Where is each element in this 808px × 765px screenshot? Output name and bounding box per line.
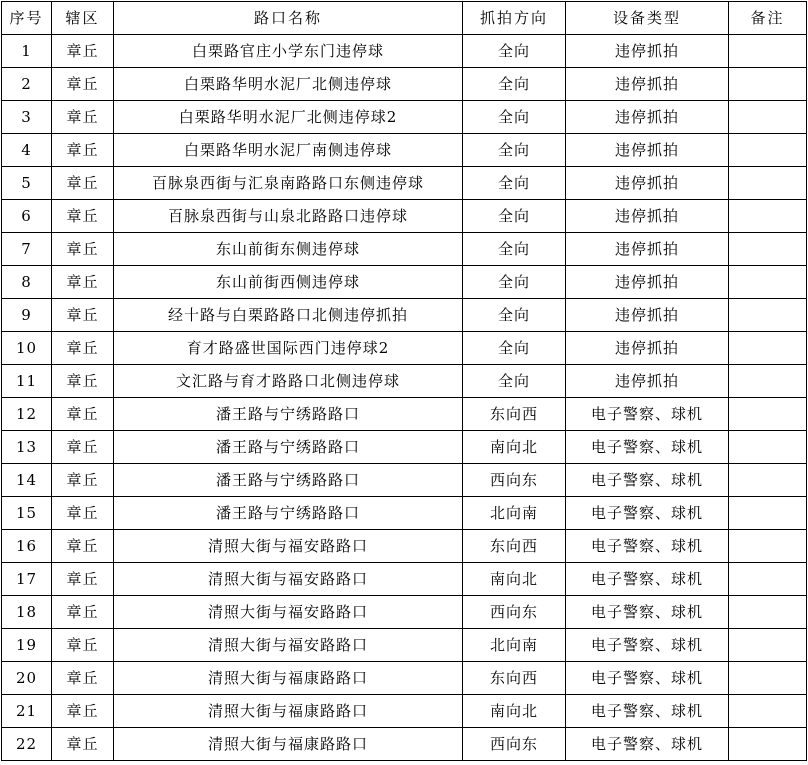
table-row [2, 728, 807, 761]
cell-name: 潘王路与宁绣路路口 [114, 464, 463, 497]
cell-note [729, 629, 807, 662]
cell-device: 违停抓拍 [566, 68, 729, 101]
table-row [2, 101, 807, 134]
cell-direction: 全向 [463, 167, 566, 200]
table-row [2, 299, 807, 332]
cell-name: 清照大街与福安路路口 [114, 629, 463, 662]
cell-direction: 全向 [463, 266, 566, 299]
cell-name: 清照大街与福安路路口 [114, 530, 463, 563]
cell-no: 3 [2, 101, 52, 134]
cell-note [729, 299, 807, 332]
header-note: 备注 [729, 2, 807, 35]
cell-device: 违停抓拍 [566, 200, 729, 233]
cell-direction: 全向 [463, 35, 566, 68]
header-no: 序号 [2, 2, 52, 35]
cell-name: 清照大街与福安路路口 [114, 596, 463, 629]
cell-direction: 全向 [463, 332, 566, 365]
cell-no: 4 [2, 134, 52, 167]
cell-no: 5 [2, 167, 52, 200]
cell-note [729, 431, 807, 464]
cell-name: 东山前街西侧违停球 [114, 266, 463, 299]
cell-note [729, 497, 807, 530]
cell-device: 电子警察、球机 [566, 431, 729, 464]
cell-name: 东山前街东侧违停球 [114, 233, 463, 266]
cell-note [729, 167, 807, 200]
table-row [2, 68, 807, 101]
cell-name: 百脉泉西街与山泉北路路口违停球 [114, 200, 463, 233]
cell-direction: 全向 [463, 365, 566, 398]
cell-area: 章丘 [52, 167, 114, 200]
cell-direction: 东向西 [463, 530, 566, 563]
cell-note [729, 695, 807, 728]
cell-note [729, 68, 807, 101]
table-row [2, 563, 807, 596]
header-row [2, 2, 807, 35]
cell-no: 20 [2, 662, 52, 695]
cell-name: 白栗路华明水泥厂北侧违停球 [114, 68, 463, 101]
cell-area: 章丘 [52, 728, 114, 761]
cell-name: 经十路与白栗路路口北侧违停抓拍 [114, 299, 463, 332]
cell-no: 15 [2, 497, 52, 530]
cell-no: 12 [2, 398, 52, 431]
cell-name: 潘王路与宁绣路路口 [114, 431, 463, 464]
cell-note [729, 728, 807, 761]
cell-note [729, 35, 807, 68]
table-row [2, 332, 807, 365]
cell-device: 违停抓拍 [566, 233, 729, 266]
cell-no: 10 [2, 332, 52, 365]
cell-device: 违停抓拍 [566, 266, 729, 299]
cell-no: 18 [2, 596, 52, 629]
cell-direction: 全向 [463, 68, 566, 101]
table-row [2, 200, 807, 233]
cell-name: 潘王路与宁绣路路口 [114, 398, 463, 431]
cell-device: 违停抓拍 [566, 299, 729, 332]
cell-note [729, 398, 807, 431]
cell-no: 22 [2, 728, 52, 761]
table-row [2, 596, 807, 629]
cell-direction: 南向北 [463, 431, 566, 464]
cell-name: 清照大街与福安路路口 [114, 563, 463, 596]
cell-device: 电子警察、球机 [566, 464, 729, 497]
cell-device: 电子警察、球机 [566, 695, 729, 728]
cell-direction: 南向北 [463, 563, 566, 596]
cell-note [729, 101, 807, 134]
cell-device: 电子警察、球机 [566, 563, 729, 596]
table-body [2, 35, 807, 761]
cell-note [729, 662, 807, 695]
table-row [2, 695, 807, 728]
header-direction: 抓拍方向 [463, 2, 566, 35]
table-row [2, 35, 807, 68]
cell-device: 违停抓拍 [566, 101, 729, 134]
cell-device: 电子警察、球机 [566, 662, 729, 695]
cell-device: 违停抓拍 [566, 365, 729, 398]
cell-area: 章丘 [52, 134, 114, 167]
cell-no: 16 [2, 530, 52, 563]
cell-no: 6 [2, 200, 52, 233]
cell-device: 电子警察、球机 [566, 728, 729, 761]
cell-name: 清照大街与福康路路口 [114, 728, 463, 761]
cell-area: 章丘 [52, 530, 114, 563]
cell-area: 章丘 [52, 695, 114, 728]
cell-no: 7 [2, 233, 52, 266]
cell-direction: 西向东 [463, 596, 566, 629]
cell-area: 章丘 [52, 563, 114, 596]
cell-note [729, 266, 807, 299]
cell-area: 章丘 [52, 332, 114, 365]
cell-area: 章丘 [52, 464, 114, 497]
cell-device: 电子警察、球机 [566, 398, 729, 431]
cell-device: 电子警察、球机 [566, 497, 729, 530]
cell-direction: 全向 [463, 299, 566, 332]
cell-area: 章丘 [52, 431, 114, 464]
cell-direction: 全向 [463, 134, 566, 167]
cell-note [729, 530, 807, 563]
table-row [2, 266, 807, 299]
cell-no: 14 [2, 464, 52, 497]
table-row [2, 629, 807, 662]
table-row [2, 431, 807, 464]
cell-area: 章丘 [52, 35, 114, 68]
cell-no: 17 [2, 563, 52, 596]
table-row [2, 464, 807, 497]
header-name: 路口名称 [114, 2, 463, 35]
table-row [2, 497, 807, 530]
cell-direction: 东向西 [463, 398, 566, 431]
cell-direction: 全向 [463, 233, 566, 266]
cell-name: 育才路盛世国际西门违停球2 [114, 332, 463, 365]
cell-device: 违停抓拍 [566, 332, 729, 365]
cell-name: 白栗路华明水泥厂南侧违停球 [114, 134, 463, 167]
header-area: 辖区 [52, 2, 114, 35]
table-row [2, 662, 807, 695]
cell-area: 章丘 [52, 398, 114, 431]
cell-note [729, 332, 807, 365]
cell-area: 章丘 [52, 101, 114, 134]
cell-note [729, 365, 807, 398]
header-device: 设备类型 [566, 2, 729, 35]
cell-note [729, 200, 807, 233]
cell-no: 9 [2, 299, 52, 332]
cell-area: 章丘 [52, 266, 114, 299]
cell-name: 白栗路官庄小学东门违停球 [114, 35, 463, 68]
cell-no: 11 [2, 365, 52, 398]
cell-name: 百脉泉西街与汇泉南路路口东侧违停球 [114, 167, 463, 200]
cell-area: 章丘 [52, 596, 114, 629]
device-list-table [1, 1, 807, 761]
cell-name: 文汇路与育才路路口北侧违停球 [114, 365, 463, 398]
cell-area: 章丘 [52, 233, 114, 266]
cell-name: 清照大街与福康路路口 [114, 662, 463, 695]
cell-area: 章丘 [52, 365, 114, 398]
cell-no: 1 [2, 35, 52, 68]
cell-no: 19 [2, 629, 52, 662]
cell-direction: 全向 [463, 101, 566, 134]
cell-name: 白栗路华明水泥厂北侧违停球2 [114, 101, 463, 134]
table-header [2, 2, 807, 35]
table-row [2, 134, 807, 167]
cell-direction: 北向南 [463, 497, 566, 530]
cell-note [729, 464, 807, 497]
cell-note [729, 563, 807, 596]
table-row [2, 233, 807, 266]
cell-no: 21 [2, 695, 52, 728]
cell-no: 2 [2, 68, 52, 101]
cell-area: 章丘 [52, 662, 114, 695]
cell-area: 章丘 [52, 497, 114, 530]
cell-device: 电子警察、球机 [566, 596, 729, 629]
cell-device: 电子警察、球机 [566, 629, 729, 662]
cell-direction: 南向北 [463, 695, 566, 728]
cell-device: 违停抓拍 [566, 167, 729, 200]
table-row [2, 167, 807, 200]
cell-no: 13 [2, 431, 52, 464]
cell-area: 章丘 [52, 200, 114, 233]
table-row [2, 530, 807, 563]
cell-direction: 东向西 [463, 662, 566, 695]
cell-area: 章丘 [52, 299, 114, 332]
cell-name: 潘王路与宁绣路路口 [114, 497, 463, 530]
table-row [2, 398, 807, 431]
cell-direction: 全向 [463, 200, 566, 233]
cell-no: 8 [2, 266, 52, 299]
cell-note [729, 233, 807, 266]
cell-direction: 北向南 [463, 629, 566, 662]
cell-device: 违停抓拍 [566, 35, 729, 68]
cell-area: 章丘 [52, 629, 114, 662]
cell-note [729, 134, 807, 167]
cell-direction: 西向东 [463, 464, 566, 497]
cell-direction: 西向东 [463, 728, 566, 761]
cell-name: 清照大街与福康路路口 [114, 695, 463, 728]
table-row [2, 365, 807, 398]
cell-area: 章丘 [52, 68, 114, 101]
cell-device: 电子警察、球机 [566, 530, 729, 563]
cell-note [729, 596, 807, 629]
cell-device: 违停抓拍 [566, 134, 729, 167]
